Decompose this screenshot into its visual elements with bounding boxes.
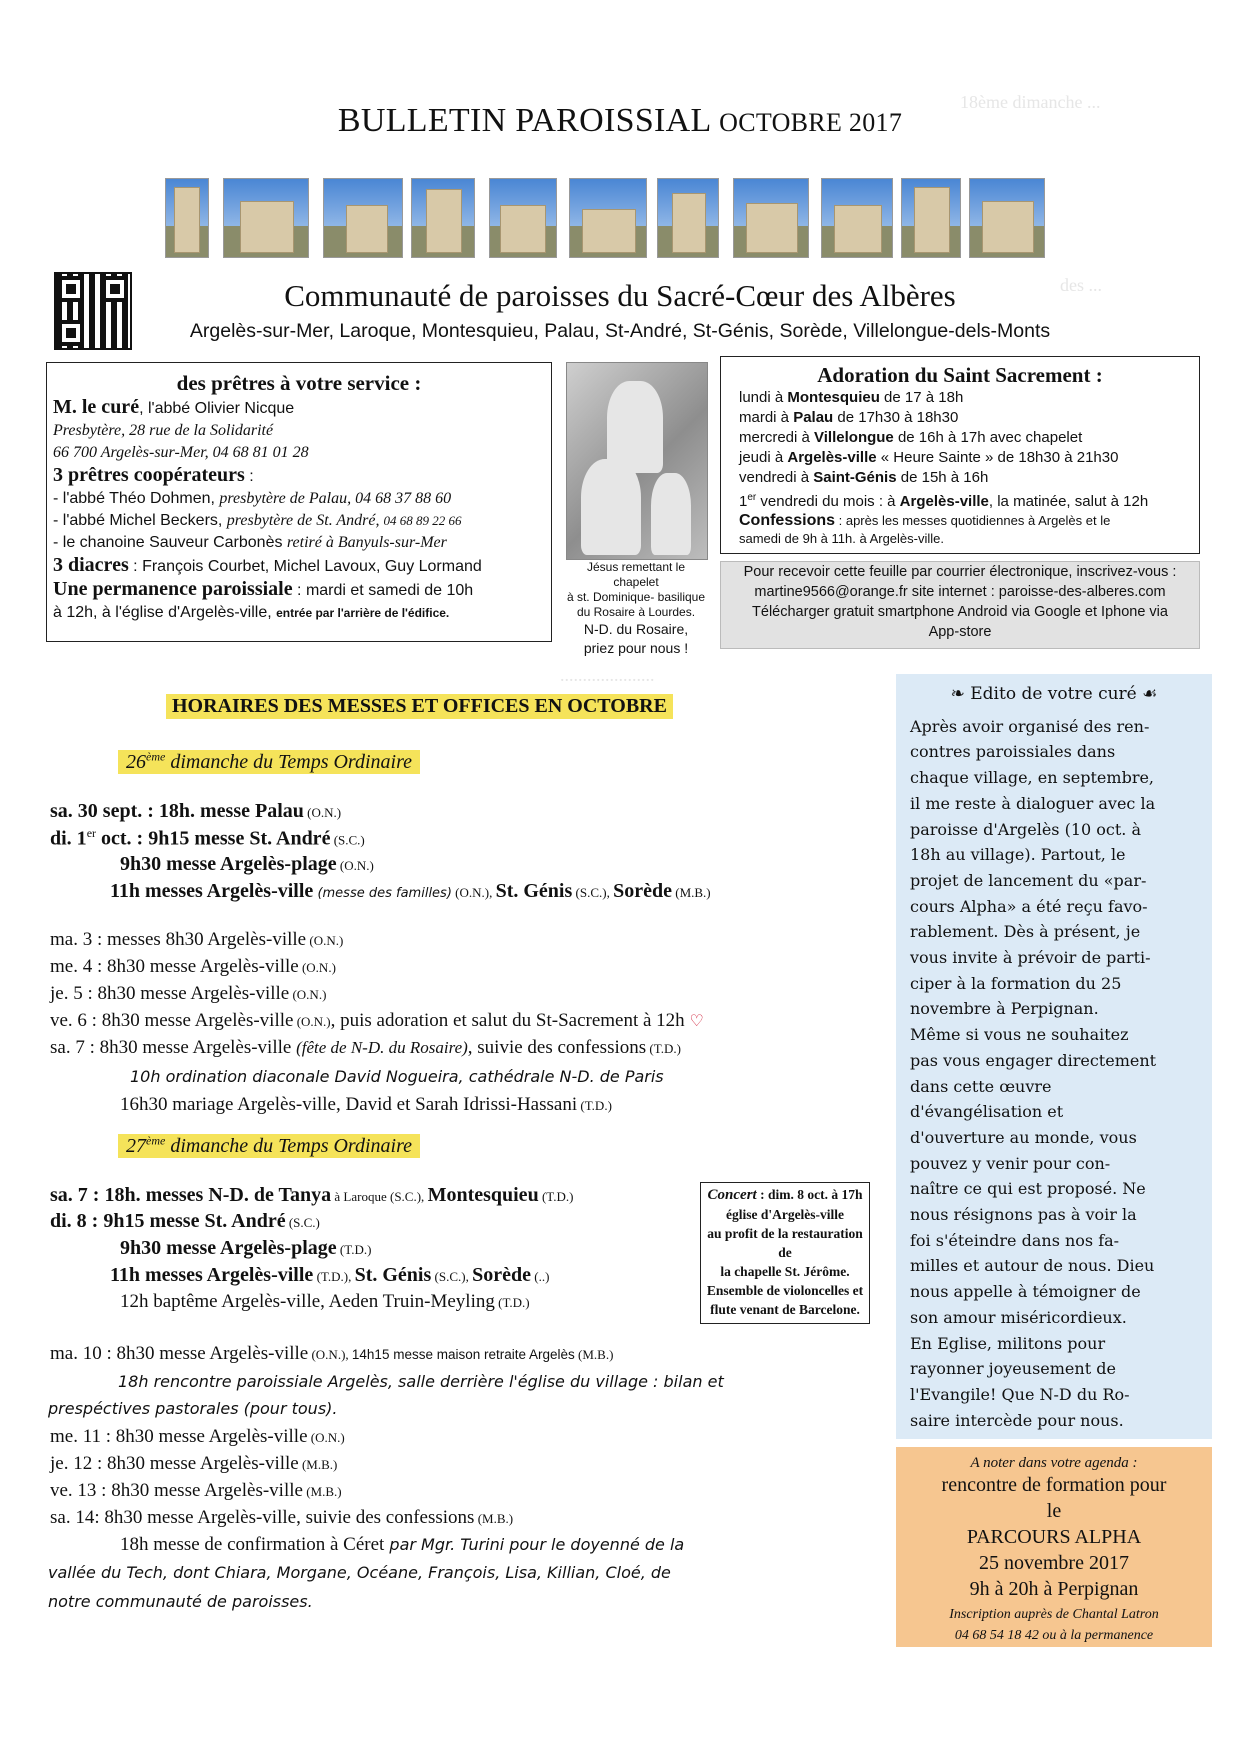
church-photo bbox=[323, 178, 403, 258]
edito-line: contres paroissiales dans bbox=[910, 742, 1116, 762]
schedule-line: ma. 10 : 8h30 messe Argelès-ville (O.N.), 14h15 messe maison retraite Argelès (M.B.) bbox=[50, 1343, 614, 1364]
edito-line: nous résignons pas à voir la bbox=[910, 1205, 1137, 1225]
edito-line: paroisse d'Argelès (10 oct. à bbox=[910, 819, 1142, 839]
church-photo bbox=[969, 178, 1045, 258]
edito-line: l'Evangile! Que N-D du Ro- bbox=[910, 1384, 1130, 1404]
edito-line: d'évangélisation et bbox=[910, 1102, 1064, 1122]
subscribe-box bbox=[720, 561, 1200, 649]
app-store-line: App-store bbox=[928, 624, 992, 640]
sunday-27-heading: 27ème dimanche du Temps Ordinaire bbox=[118, 1133, 420, 1158]
schedule-line: me. 4 : 8h30 messe Argelès-ville (O.N.) bbox=[50, 956, 336, 977]
edito-line: Après avoir organisé des ren- bbox=[910, 716, 1150, 736]
cure-name: , l'abbé Olivier Nicque bbox=[139, 400, 295, 417]
church-photo bbox=[569, 178, 647, 258]
edito-line: Même si vous ne souhaitez bbox=[910, 1025, 1129, 1045]
schedule-line: sa. 30 sept. : 18h. messe Palau (O.N.) bbox=[50, 800, 342, 822]
church-photo bbox=[657, 178, 719, 258]
download-line: Télécharger gratuit smartphone Android via Google et Iphone via bbox=[752, 604, 1168, 620]
edito-line: naître ce qui est proposé. Ne bbox=[910, 1179, 1146, 1199]
edito-line: projet de lancement du «par- bbox=[910, 870, 1147, 890]
church-photo-strip bbox=[165, 178, 1130, 258]
edito-line: rayonner joyeusement de bbox=[910, 1359, 1116, 1379]
edito-text bbox=[896, 714, 1212, 1434]
confessions-detail: samedi de 9h à 11h. à Argelès-ville. bbox=[739, 531, 944, 546]
fleuron-right-icon: ☙ bbox=[1142, 684, 1158, 704]
bleed-through-text: des ... bbox=[1060, 275, 1102, 295]
contact-line: martine9566@orange.fr site internet : paroisse-des-alberes.com bbox=[754, 584, 1166, 600]
edito-line: rablement. Dès à présent, je bbox=[910, 922, 1141, 942]
schedule-line: ma. 3 : messes 8h30 Argelès-ville (O.N.) bbox=[50, 929, 344, 950]
schedule-line: 9h30 messe Argelès-plage (O.N.) bbox=[120, 853, 374, 875]
edito-line: chaque village, en septembre, bbox=[910, 768, 1155, 788]
villages-list: Argelès-sur-Mer, Laroque, Montesquieu, Palau, St-André, St-Génis, Sorède, Villelongue-dels-Monts bbox=[189, 320, 1051, 342]
coop-priest: - l'abbé Michel Beckers, presbytère de St. André, 04 68 89 22 66 bbox=[53, 512, 462, 529]
schedule-line: ve. 13 : 8h30 messe Argelès-ville (M.B.) bbox=[50, 1480, 342, 1501]
edito-line: saire intercède pour nous. bbox=[910, 1410, 1124, 1430]
community-name: Communauté de paroisses du Sacré-Cœur des Albères bbox=[284, 278, 956, 313]
adoration-box bbox=[720, 356, 1200, 554]
schedule-line: 9h30 messe Argelès-plage (T.D.) bbox=[120, 1237, 372, 1259]
edito-line: il me reste à dialoguer avec la bbox=[910, 793, 1156, 813]
schedule-line: 16h30 mariage Argelès-ville, David et Sarah Idrissi-Hassani (T.D.) bbox=[120, 1094, 612, 1115]
schedule-note-handwritten: 18h rencontre paroissiale Argelès, salle derrière l'église du village : bilan et bbox=[118, 1372, 724, 1391]
edito-line: pas vous engager directement bbox=[910, 1050, 1157, 1070]
schedule-line: 11h messes Argelès-ville (messe des familles) (O.N.), St. Génis (S.C.), Sorède (M.B.) bbox=[110, 880, 711, 902]
cure-address: Presbytère, 28 rue de la Solidarité bbox=[53, 422, 274, 439]
schedule-line: ve. 6 : 8h30 messe Argelès-ville (O.N.), puis adoration et salut du St-Sacrement à 12h ♡ bbox=[50, 1010, 704, 1031]
edito-line: son amour miséricordieux. bbox=[910, 1307, 1127, 1327]
statue-caption: Jésus remettant le chapelet à st. Dominique- basilique du Rosaire à Lourdes. N-D. du Rosaire, priez pour nous ! bbox=[566, 560, 706, 656]
sunday-26-heading: 26ème dimanche du Temps Ordinaire bbox=[118, 749, 420, 774]
concert-box: Concert : dim. 8 oct. à 17h église d'Argelès-ville au profit de la restauration de la chapelle St. Jérôme. Ensemble de violoncelles et flute venant de Barcelone. bbox=[700, 1182, 870, 1324]
adoration-line: mardi à Palau de 17h30 à 18h30 bbox=[739, 409, 959, 426]
permanence: Une permanence paroissiale : mardi et samedi de 10h bbox=[53, 578, 474, 600]
schedule-line: 18h messe de confirmation à Céret par Mgr. Turini pour le doyenné de la bbox=[120, 1534, 685, 1555]
agenda-line: rencontre de formation pour bbox=[941, 1474, 1167, 1496]
coop-heading: 3 prêtres coopérateurs bbox=[53, 464, 245, 486]
sacred-heart-icon: ♡ bbox=[689, 1013, 704, 1030]
edito-panel bbox=[896, 674, 1212, 1439]
schedule-line: je. 5 : 8h30 messe Argelès-ville (O.N.) bbox=[50, 983, 327, 1004]
coop-priest: - l'abbé Théo Dohmen, presbytère de Palau, 04 68 37 88 60 bbox=[53, 490, 452, 507]
adoration-line: jeudi à Argelès-ville « Heure Sainte » de 18h30 à 21h30 bbox=[739, 449, 1119, 466]
edito-line: ciper à la formation du 25 bbox=[910, 973, 1122, 993]
schedule-line: di. 1er oct. : 9h15 messe St. André (S.C.) bbox=[50, 826, 365, 850]
bleed-through-text: 18ème dimanche ... bbox=[960, 92, 1101, 112]
adoration-heading: Adoration du Saint Sacrement : bbox=[817, 363, 1103, 387]
agenda-line: le bbox=[1046, 1500, 1062, 1522]
schedule-line: me. 11 : 8h30 messe Argelès-ville (O.N.) bbox=[50, 1426, 345, 1447]
schedule-line: 12h baptême Argelès-ville, Aeden Truin-Meyling (T.D.) bbox=[120, 1291, 530, 1312]
edito-line: cours Alpha» a été reçu favo- bbox=[910, 896, 1148, 916]
agenda-line: PARCOURS ALPHA bbox=[966, 1526, 1142, 1548]
coop-priest: - le chanoine Sauveur Carbonès retiré à Banyuls-sur-Mer bbox=[53, 534, 447, 551]
church-photo bbox=[165, 178, 209, 258]
subscribe-line: Pour recevoir cette feuille par courrier électronique, inscrivez-vous : bbox=[743, 564, 1177, 580]
fleuron-left-icon: ❧ bbox=[950, 684, 965, 704]
church-photo bbox=[489, 178, 557, 258]
deacons: 3 diacres : François Courbet, Michel Lavoux, Guy Lormand bbox=[53, 554, 482, 576]
edito-line: pouvez y venir pour con- bbox=[910, 1153, 1111, 1173]
schedule-note-handwritten: notre communauté de paroisses. bbox=[48, 1592, 313, 1611]
edito-heading: ❧ Edito de votre curé ☙ bbox=[950, 684, 1158, 704]
church-photo bbox=[411, 178, 475, 258]
edito-line: foi s'éteindre dans nos fa- bbox=[910, 1230, 1120, 1250]
schedule-line: 11h messes Argelès-ville (T.D.), St. Génis (S.C.), Sorède (..) bbox=[110, 1264, 550, 1286]
edito-line: novembre à Perpignan. bbox=[910, 999, 1099, 1019]
confessions: Confessions : après les messes quotidiennes à Argelès et le bbox=[739, 512, 1111, 529]
adoration-line: 1er vendredi du mois : à Argelès-ville, la matinée, salut à 12h bbox=[739, 492, 1149, 510]
schedule-line: sa. 7 : 8h30 messe Argelès-ville (fête de N-D. du Rosaire), suivie des confessions (T.D.) bbox=[50, 1037, 681, 1058]
agenda-phone: 04 68 54 18 42 ou à la permanence bbox=[954, 1628, 1154, 1643]
edito-line: vous invite à prévoir de parti- bbox=[910, 948, 1151, 968]
bleed-through-text: ..................... bbox=[560, 665, 655, 685]
schedule-line: di. 8 : 9h15 messe St. André (S.C.) bbox=[50, 1210, 320, 1232]
schedule-line: je. 12 : 8h30 messe Argelès-ville (M.B.) bbox=[50, 1453, 338, 1474]
cure-address-city: 66 700 Argelès-sur-Mer, 04 68 81 01 28 bbox=[53, 444, 309, 461]
agenda-note: A noter dans votre agenda : bbox=[970, 1455, 1138, 1471]
agenda-registration: Inscription auprès de Chantal Latron bbox=[949, 1607, 1159, 1622]
church-photo bbox=[733, 178, 809, 258]
edito-line: nous appelle à témoigner de bbox=[910, 1282, 1141, 1302]
schedule-line: sa. 7 : 18h. messes N-D. de Tanya à Laroque (S.C.), Montesquieu (T.D.) bbox=[50, 1184, 574, 1206]
priests-box: des prêtres à votre service : M. le curé, l'abbé Olivier Nicque Presbytère, 28 rue de la Solidarité 66 700 Argelès-sur-Mer, 04 68 81 01 28 3 prêtres coopérateurs : - l'abbé Théo Dohmen, presbytère de Palau, 04 68 37 88 60 - l'abbé Michel Beckers, presbytère de St. André, 04 68 89 22 66 - le chanoine Sauveur Carbonès retiré à Banyuls-sur-Mer 3 diacres : François Courbet, Michel Lavoux, Guy Lormand Une permanence paroissiale : mardi et samedi de 10h à 12h, à l'église d'Argelès-ville, entrée par l'arrière de l'édifice. bbox=[46, 362, 552, 642]
agenda-line: 9h à 20h à Perpignan bbox=[969, 1578, 1139, 1600]
edito-line: 18h au village). Partout, le bbox=[910, 845, 1126, 865]
schedule-line: sa. 14: 8h30 messe Argelès-ville, suivie des confessions (M.B.) bbox=[50, 1507, 514, 1528]
adoration-line: lundi à Montesquieu de 17 à 18h bbox=[739, 389, 964, 406]
edito-line: dans cette œuvre bbox=[910, 1076, 1052, 1096]
schedule-title: HORAIRES DES MESSES ET OFFICES EN OCTOBRE bbox=[166, 694, 673, 719]
agenda-box bbox=[896, 1447, 1212, 1647]
bulletin-title: BULLETIN PAROISSIAL OCTOBRE 2017 bbox=[337, 102, 903, 139]
schedule-note-handwritten: vallée du Tech, dont Chiara, Morgane, Océane, François, Lisa, Killian, Cloé, de bbox=[48, 1563, 671, 1582]
schedule-note-handwritten: 10h ordination diaconale David Nogueira, cathédrale N-D. de Paris bbox=[130, 1067, 664, 1086]
schedule-note-handwritten: prespéctives pastorales (pour tous). bbox=[48, 1399, 338, 1418]
church-photo bbox=[821, 178, 893, 258]
church-photo bbox=[901, 178, 961, 258]
edito-line: milles et autour de nous. Dieu bbox=[910, 1256, 1155, 1276]
permanence-detail: à 12h, à l'église d'Argelès-ville, entrée par l'arrière de l'édifice. bbox=[53, 604, 450, 621]
cure-title: M. le curé bbox=[53, 396, 140, 418]
agenda-line: 25 novembre 2017 bbox=[979, 1552, 1129, 1574]
church-photo bbox=[223, 178, 309, 258]
adoration-line: vendredi à Saint-Génis de 15h à 16h bbox=[739, 469, 989, 486]
bulletin-month: OCTOBRE 2017 bbox=[719, 108, 903, 137]
statue-photo bbox=[566, 362, 708, 560]
adoration-line: mercredi à Villelongue de 16h à 17h avec chapelet bbox=[739, 429, 1083, 446]
priests-heading: des prêtres à votre service : bbox=[176, 371, 422, 395]
edito-line: d'ouverture au monde, vous bbox=[910, 1127, 1137, 1147]
edito-line: En Eglise, militons pour bbox=[910, 1333, 1106, 1353]
